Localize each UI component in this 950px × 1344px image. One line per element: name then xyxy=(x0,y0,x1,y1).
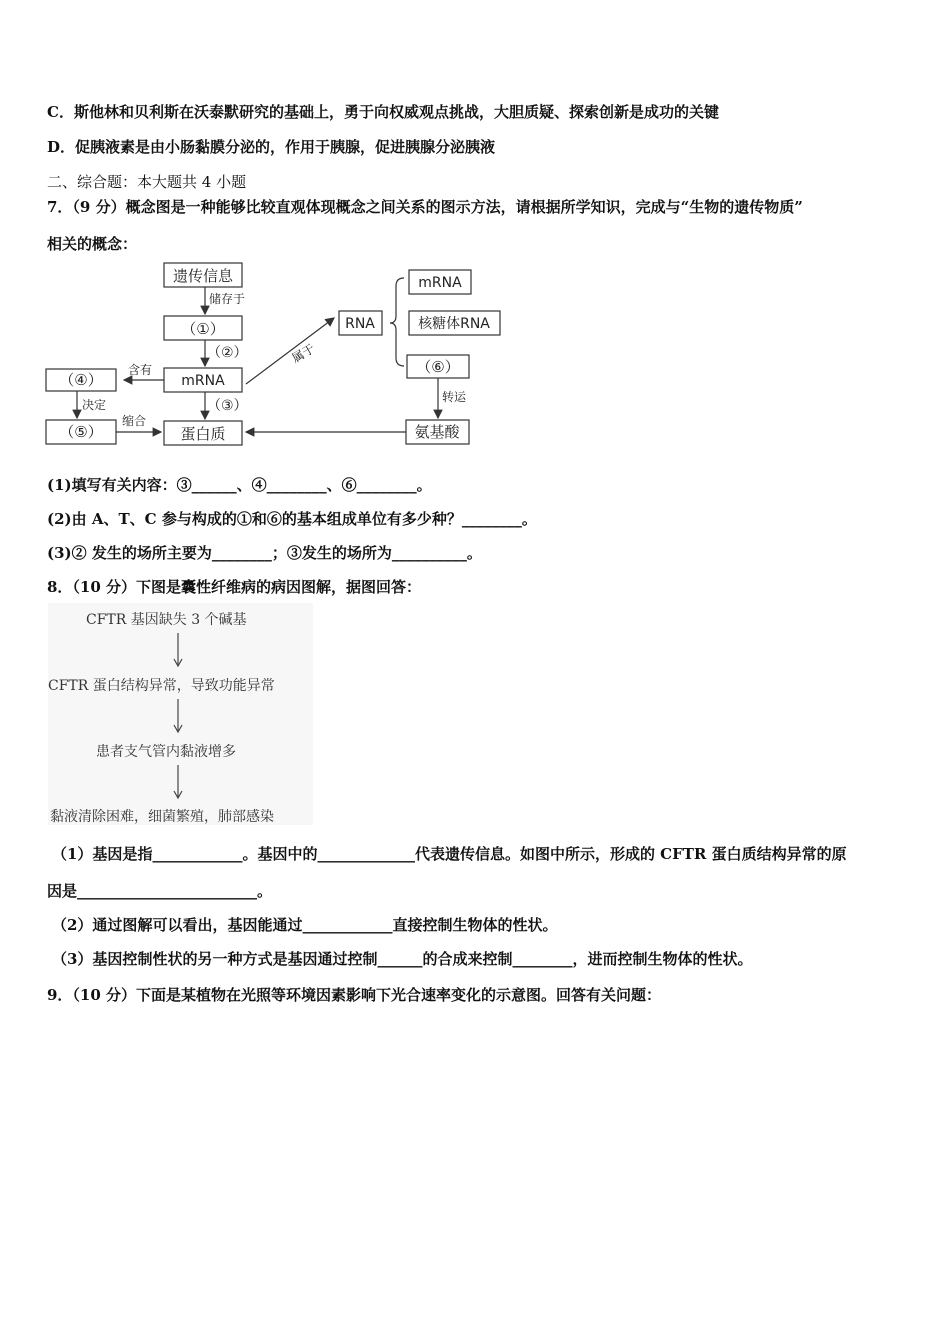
box-6-text: （⑥） xyxy=(416,358,460,376)
section-title: 二、综合题：本大题共 4 小题 xyxy=(47,173,247,191)
flow-step-2: CFTR 蛋白结构异常，导致功能异常 xyxy=(48,678,275,694)
box-4-text: （④） xyxy=(59,371,103,389)
q8-sub1-line1: （1）基因是指____________。基因中的_____________代表遗传信息。如图中所示，形成的 CFTR 蛋白质结构异常的原 xyxy=(52,845,847,863)
q8-sub1-line2: 因是________________________。 xyxy=(47,882,273,900)
flow-arrow-2 xyxy=(172,699,184,733)
option-d: D．促胰液素是由小肠黏膜分泌的，作用于胰腺，促进胰腺分泌胰液 xyxy=(47,138,496,156)
brace xyxy=(390,278,404,366)
q7-stem-line1 xyxy=(47,197,803,217)
q9-stem-line xyxy=(47,985,661,1005)
label-2: （②） xyxy=(207,345,248,361)
label-contains: 含有 xyxy=(128,363,153,377)
box-genetic-info-text: 遗传信息 xyxy=(172,267,234,285)
box-amino-acid-text: 氨基酸 xyxy=(414,423,460,441)
q7-sub2: (2)由 A、T、C 参与构成的①和⑥的基本组成单位有多少种？________。 xyxy=(47,510,537,528)
option-c: C．斯他林和贝利斯在沃泰默研究的基础上，勇于向权威观点挑战，大胆质疑、探索创新是成功的关键 xyxy=(47,103,719,121)
q9-stem: 9．（10 分）下面是某植物在光照等环境因素影响下光合速率变化的示意图。回答有关问题： xyxy=(47,986,662,1004)
label-stored: 储存于 xyxy=(209,292,246,306)
q8-sub3: （3）基因控制性状的另一种方式是基因通过控制______的合成来控制________，进而控制生物体的性状。 xyxy=(52,950,753,968)
q8-stem-line xyxy=(47,577,421,597)
flow-arrow-3 xyxy=(172,765,184,799)
box-rna-text: RNA xyxy=(345,316,375,332)
q7-stem-text: 7．（9 分）概念图是一种能够比较直观体现概念之间关系的图示方法，请根据所学知识，完成与“生物的遗传物质” xyxy=(47,198,803,216)
label-3: （③） xyxy=(207,398,248,414)
flow-step-3: 患者支气管内黏液增多 xyxy=(96,744,236,760)
concept-map-diagram xyxy=(40,258,490,453)
arrow-belongs xyxy=(246,318,334,384)
flow-step-4: 黏液清除困难，细菌繁殖，肺部感染 xyxy=(50,809,274,825)
box-mrna-right-text: mRNA xyxy=(418,275,462,291)
label-transport: 转运 xyxy=(442,390,467,404)
q8-sub2: （2）通过图解可以看出，基因能通过____________直接控制生物体的性状。 xyxy=(52,916,558,934)
box-1-text: （①） xyxy=(181,320,225,338)
flow-step-1: CFTR 基因缺失 3 个碱基 xyxy=(86,612,247,628)
q7-sub1: (1)填写有关内容：③______、④________、⑥________。 xyxy=(47,476,432,494)
label-folds: 缩合 xyxy=(122,414,147,428)
cftr-flowchart xyxy=(48,603,313,825)
q7-stem-line2: 相关的概念： xyxy=(47,235,138,253)
box-mrna-center-text: mRNA xyxy=(181,373,225,389)
label-belongs: 属于 xyxy=(289,341,318,366)
box-rrna-text: 核糖体RNA xyxy=(418,316,490,332)
box-5-text: （⑤） xyxy=(59,423,103,441)
q8-stem: 8．（10 分）下图是囊性纤维病的病因图解，据图回答： xyxy=(47,578,422,596)
box-protein-text: 蛋白质 xyxy=(180,425,226,443)
flow-arrow-1 xyxy=(172,633,184,667)
label-determines: 决定 xyxy=(82,398,107,412)
q7-sub3: (3)② 发生的场所主要为________；③发生的场所为__________。 xyxy=(47,544,482,562)
